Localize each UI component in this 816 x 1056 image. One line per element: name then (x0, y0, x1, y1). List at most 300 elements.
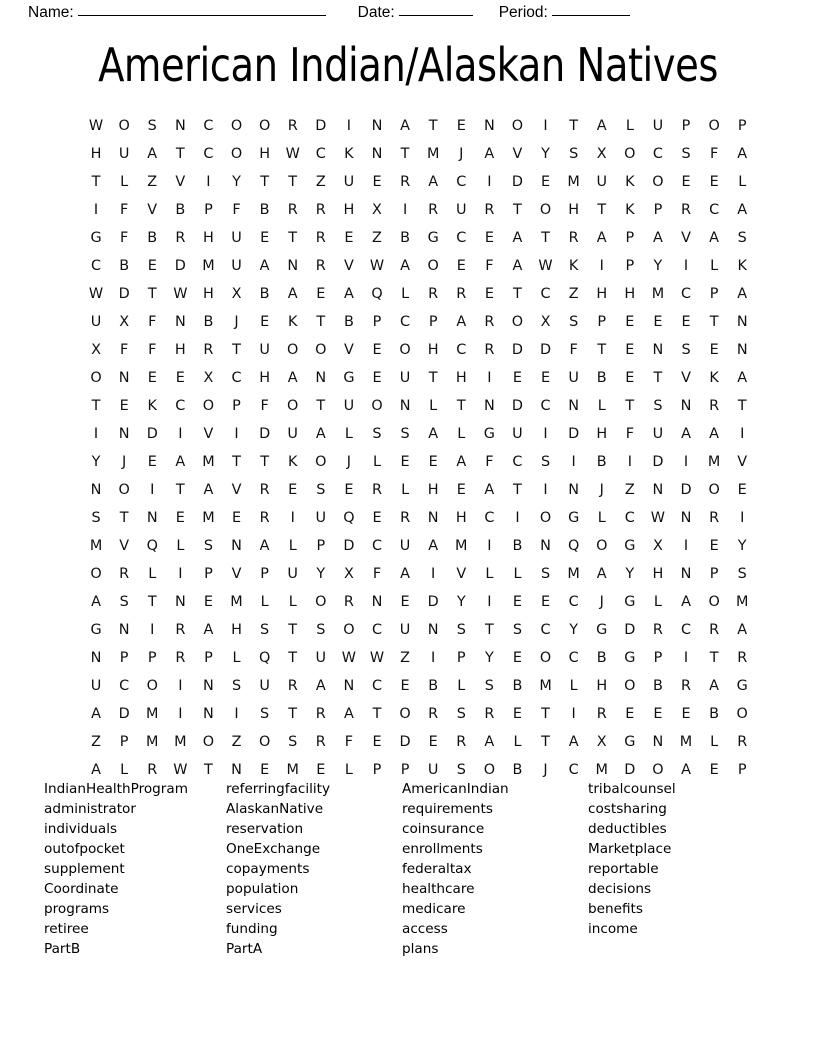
grid-letter[interactable]: E (625, 314, 635, 330)
grid-letter[interactable]: L (120, 174, 129, 190)
grid-letter[interactable]: G (624, 734, 636, 750)
grid-letter[interactable]: O (371, 398, 383, 414)
grid-letter[interactable]: S (316, 482, 326, 498)
grid-letter[interactable]: I (683, 538, 689, 554)
grid-letter[interactable]: S (260, 622, 270, 638)
grid-letter[interactable]: B (596, 370, 607, 386)
grid-letter[interactable]: L (653, 594, 662, 610)
grid-letter[interactable]: T (709, 314, 719, 330)
grid-letter[interactable]: C (540, 622, 551, 638)
grid-letter[interactable]: I (515, 510, 520, 526)
grid-letter[interactable]: D (624, 762, 636, 778)
grid-letter[interactable]: L (513, 734, 522, 750)
grid-letter[interactable]: I (740, 510, 745, 526)
grid-letter[interactable]: U (287, 426, 298, 442)
grid-letter[interactable]: E (400, 678, 410, 694)
grid-letter[interactable]: S (681, 342, 691, 358)
grid-letter[interactable]: T (484, 622, 494, 638)
grid-letter[interactable]: N (540, 538, 551, 554)
grid-letter[interactable]: U (596, 174, 607, 190)
grid-letter[interactable]: A (287, 286, 298, 302)
grid-letter[interactable]: D (568, 426, 580, 442)
grid-letter[interactable]: B (119, 258, 130, 274)
grid-letter[interactable]: O (230, 118, 243, 134)
grid-letter[interactable]: O (708, 482, 720, 498)
grid-letter[interactable]: S (91, 510, 101, 526)
grid-letter[interactable]: Y (653, 258, 663, 274)
grid-letter[interactable]: A (596, 118, 607, 134)
grid-letter[interactable]: E (372, 174, 382, 190)
grid-letter[interactable]: P (681, 118, 691, 134)
word-list-item[interactable]: access (402, 921, 448, 937)
grid-letter[interactable]: X (119, 314, 130, 330)
grid-letter[interactable]: L (176, 538, 185, 554)
grid-letter[interactable]: A (400, 566, 410, 582)
grid-letter[interactable]: H (596, 426, 608, 442)
word-list-item[interactable]: healthcare (402, 881, 475, 897)
grid-letter[interactable]: E (709, 538, 719, 554)
grid-letter[interactable]: P (709, 286, 719, 302)
word-list-item[interactable]: requirements (402, 801, 493, 817)
grid-letter[interactable]: Y (316, 566, 326, 582)
grid-letter[interactable]: A (259, 538, 270, 554)
grid-letter[interactable]: H (259, 370, 271, 386)
grid-letter[interactable]: B (512, 538, 523, 554)
grid-letter[interactable]: F (232, 202, 241, 218)
grid-letter[interactable]: A (737, 202, 748, 218)
grid-letter[interactable]: T (428, 118, 438, 134)
grid-letter[interactable]: D (315, 118, 327, 134)
grid-letter[interactable]: S (231, 678, 242, 694)
grid-letter[interactable]: C (568, 762, 579, 778)
grid-letter[interactable]: E (344, 230, 354, 246)
grid-letter[interactable]: A (652, 230, 663, 246)
grid-letter[interactable]: M (202, 258, 215, 274)
grid-letter[interactable]: S (569, 146, 579, 162)
grid-letter[interactable]: R (259, 510, 270, 526)
grid-letter[interactable]: X (231, 286, 242, 302)
word-list-item[interactable]: funding (226, 921, 278, 937)
grid-letter[interactable]: F (485, 454, 494, 470)
grid-letter[interactable]: C (371, 678, 383, 694)
grid-letter[interactable]: T (232, 342, 241, 358)
grid-letter[interactable]: O (287, 398, 299, 414)
grid-letter[interactable]: Y (91, 454, 101, 470)
grid-letter[interactable]: E (737, 482, 747, 498)
grid-letter[interactable]: A (175, 454, 186, 470)
grid-letter[interactable]: V (147, 202, 158, 218)
grid-letter[interactable]: J (122, 454, 127, 470)
grid-letter[interactable]: N (652, 734, 664, 750)
grid-letter[interactable]: P (316, 538, 326, 554)
grid-letter[interactable]: O (652, 762, 664, 778)
grid-letter[interactable]: C (456, 174, 467, 190)
grid-letter[interactable]: H (343, 202, 355, 218)
grid-letter[interactable]: L (625, 118, 634, 134)
grid-letter[interactable]: S (400, 426, 410, 442)
grid-letter[interactable]: O (539, 650, 552, 666)
grid-letter[interactable]: E (512, 594, 522, 610)
grid-letter[interactable]: F (625, 426, 634, 442)
grid-letter[interactable]: A (456, 314, 467, 330)
grid-letter[interactable]: E (625, 342, 635, 358)
grid-letter[interactable]: J (234, 314, 239, 330)
grid-letter[interactable]: N (736, 342, 748, 358)
grid-letter[interactable]: E (484, 230, 494, 246)
grid-letter[interactable]: X (652, 538, 663, 554)
grid-letter[interactable]: U (399, 370, 411, 386)
grid-letter[interactable]: T (737, 398, 747, 414)
grid-letter[interactable]: L (120, 762, 129, 778)
grid-letter[interactable]: W (538, 258, 553, 274)
name-write-line[interactable] (78, 15, 326, 16)
grid-letter[interactable]: H (596, 678, 608, 694)
word-list-item[interactable]: OneExchange (226, 841, 321, 857)
grid-letter[interactable]: I (346, 118, 352, 134)
grid-letter[interactable]: E (119, 398, 129, 414)
grid-letter[interactable]: A (681, 762, 691, 778)
grid-letter[interactable]: R (315, 230, 326, 246)
grid-letter[interactable]: M (595, 762, 608, 778)
word-list-item[interactable]: population (226, 881, 299, 897)
grid-letter[interactable]: G (624, 538, 636, 554)
grid-letter[interactable]: B (596, 650, 607, 666)
word-list-item[interactable]: PartA (226, 941, 263, 957)
grid-letter[interactable]: O (736, 706, 748, 722)
grid-letter[interactable]: Q (146, 538, 158, 554)
grid-letter[interactable]: C (91, 258, 102, 274)
word-list-item[interactable]: individuals (44, 821, 118, 837)
grid-letter[interactable]: R (400, 510, 411, 526)
grid-letter[interactable]: B (512, 762, 523, 778)
grid-letter[interactable]: N (118, 370, 130, 386)
grid-letter[interactable]: P (119, 734, 129, 750)
grid-letter[interactable]: N (371, 118, 383, 134)
grid-letter[interactable]: A (681, 594, 691, 610)
grid-letter[interactable]: E (709, 762, 719, 778)
grid-letter[interactable]: I (487, 538, 492, 554)
word-list-item[interactable]: income (588, 921, 638, 937)
grid-letter[interactable]: I (599, 258, 604, 274)
grid-letter[interactable]: M (567, 566, 580, 582)
grid-letter[interactable]: L (710, 258, 719, 274)
grid-letter[interactable]: M (174, 734, 187, 750)
grid-letter[interactable]: S (456, 622, 466, 638)
grid-letter[interactable]: T (316, 398, 326, 414)
grid-letter[interactable]: C (568, 650, 579, 666)
grid-letter[interactable]: O (399, 706, 411, 722)
grid-letter[interactable]: U (512, 426, 523, 442)
grid-letter[interactable]: T (91, 174, 101, 190)
grid-letter[interactable]: A (709, 426, 720, 442)
grid-letter[interactable]: W (369, 258, 385, 274)
grid-letter[interactable]: U (399, 622, 411, 638)
grid-letter[interactable]: H (596, 286, 608, 302)
grid-letter[interactable]: N (680, 398, 692, 414)
grid-letter[interactable]: T (260, 454, 269, 470)
grid-letter[interactable]: K (625, 202, 635, 218)
grid-letter[interactable]: T (175, 146, 185, 162)
grid-letter[interactable]: R (147, 762, 158, 778)
grid-letter[interactable]: M (230, 594, 243, 610)
grid-letter[interactable]: S (147, 118, 157, 134)
grid-letter[interactable]: R (737, 734, 748, 750)
word-list-item[interactable]: programs (44, 901, 110, 917)
grid-letter[interactable]: E (428, 734, 438, 750)
grid-letter[interactable]: L (710, 734, 719, 750)
grid-letter[interactable]: T (119, 510, 129, 526)
grid-letter[interactable]: D (540, 342, 552, 358)
grid-letter[interactable]: U (455, 202, 467, 218)
grid-letter[interactable]: U (652, 118, 664, 134)
grid-letter[interactable]: B (400, 230, 411, 246)
grid-letter[interactable]: I (178, 426, 183, 442)
grid-letter[interactable]: P (737, 762, 747, 778)
grid-letter[interactable]: E (288, 482, 298, 498)
grid-letter[interactable]: T (204, 762, 213, 778)
grid-letter[interactable]: X (372, 202, 382, 218)
grid-letter[interactable]: V (681, 230, 691, 246)
word-list-item[interactable]: retiree (44, 921, 89, 937)
grid-letter[interactable]: L (232, 650, 241, 666)
grid-letter[interactable]: I (431, 650, 436, 666)
grid-letter[interactable]: G (90, 230, 102, 246)
grid-letter[interactable]: X (91, 342, 101, 358)
grid-letter[interactable]: X (343, 566, 354, 582)
grid-letter[interactable]: N (399, 398, 411, 414)
grid-letter[interactable]: C (512, 454, 523, 470)
grid-letter[interactable]: N (483, 398, 495, 414)
grid-letter[interactable]: A (512, 258, 523, 274)
grid-letter[interactable]: T (513, 202, 522, 218)
grid-letter[interactable]: T (541, 734, 550, 750)
grid-letter[interactable]: E (260, 314, 270, 330)
grid-letter[interactable]: T (541, 230, 550, 246)
grid-letter[interactable]: E (400, 594, 410, 610)
grid-letter[interactable]: I (150, 622, 155, 638)
grid-letter[interactable]: J (599, 594, 604, 610)
grid-letter[interactable]: O (483, 762, 496, 778)
grid-letter[interactable]: O (708, 594, 720, 610)
grid-letter[interactable]: U (315, 510, 327, 526)
grid-letter[interactable]: D (146, 426, 158, 442)
word-list-item[interactable]: coinsurance (402, 821, 485, 837)
grid-letter[interactable]: L (344, 762, 353, 778)
grid-letter[interactable]: S (540, 566, 551, 582)
grid-letter[interactable]: Y (484, 650, 494, 666)
grid-letter[interactable]: A (737, 622, 748, 638)
grid-letter[interactable]: C (624, 510, 635, 526)
grid-letter[interactable]: A (484, 146, 495, 162)
grid-letter[interactable]: R (259, 482, 270, 498)
grid-letter[interactable]: I (402, 202, 408, 218)
grid-letter[interactable]: B (259, 286, 270, 302)
date-write-line[interactable] (399, 15, 473, 16)
grid-letter[interactable]: M (651, 286, 665, 302)
grid-letter[interactable]: K (287, 314, 298, 330)
grid-letter[interactable]: P (625, 258, 635, 274)
grid-letter[interactable]: U (231, 230, 242, 246)
grid-letter[interactable]: H (568, 202, 580, 218)
grid-letter[interactable]: F (569, 342, 578, 358)
grid-letter[interactable]: N (680, 510, 692, 526)
grid-letter[interactable]: T (288, 706, 298, 722)
grid-letter[interactable]: T (316, 314, 326, 330)
grid-letter[interactable]: E (147, 370, 157, 386)
grid-letter[interactable]: N (652, 342, 664, 358)
word-list-item[interactable]: deductibles (588, 821, 667, 837)
grid-letter[interactable]: T (91, 398, 101, 414)
grid-letter[interactable]: R (484, 202, 495, 218)
grid-letter[interactable]: K (625, 174, 635, 190)
grid-letter[interactable]: E (709, 174, 719, 190)
word-list-item[interactable]: services (226, 901, 282, 917)
grid-letter[interactable]: N (483, 118, 495, 134)
grid-letter[interactable]: A (737, 146, 748, 162)
grid-letter[interactable]: L (457, 426, 466, 442)
grid-letter[interactable]: B (512, 678, 523, 694)
grid-letter[interactable]: L (569, 678, 578, 694)
word-list-item[interactable]: Marketplace (588, 841, 672, 857)
grid-letter[interactable]: I (683, 258, 689, 274)
grid-letter[interactable]: B (259, 202, 270, 218)
grid-letter[interactable]: S (540, 454, 551, 470)
grid-letter[interactable]: H (624, 286, 636, 302)
grid-letter[interactable]: Z (568, 286, 579, 302)
grid-letter[interactable]: O (202, 734, 215, 750)
grid-letter[interactable]: H (427, 342, 439, 358)
grid-letter[interactable]: V (119, 538, 130, 554)
grid-letter[interactable]: T (147, 286, 157, 302)
grid-letter[interactable]: E (456, 258, 466, 274)
grid-letter[interactable]: F (485, 258, 494, 274)
grid-letter[interactable]: E (372, 734, 382, 750)
grid-letter[interactable]: N (90, 650, 102, 666)
grid-letter[interactable]: S (484, 678, 494, 694)
grid-letter[interactable]: O (708, 118, 720, 134)
grid-letter[interactable]: N (371, 594, 383, 610)
grid-letter[interactable]: S (119, 594, 129, 610)
grid-letter[interactable]: N (680, 566, 692, 582)
grid-letter[interactable]: L (288, 594, 297, 610)
grid-letter[interactable]: X (596, 734, 607, 750)
grid-letter[interactable]: W (88, 118, 104, 134)
grid-letter[interactable]: J (599, 482, 604, 498)
grid-letter[interactable]: L (401, 482, 410, 498)
grid-letter[interactable]: U (343, 174, 355, 190)
grid-letter[interactable]: C (456, 230, 467, 246)
word-list-item[interactable]: benefits (588, 901, 643, 917)
grid-letter[interactable]: Z (147, 174, 158, 190)
grid-letter[interactable]: Q (371, 286, 383, 302)
grid-letter[interactable]: L (738, 174, 747, 190)
word-list-item[interactable]: medicare (402, 901, 466, 917)
grid-letter[interactable]: N (652, 482, 664, 498)
grid-letter[interactable]: P (372, 314, 382, 330)
grid-letter[interactable]: E (175, 510, 185, 526)
grid-letter[interactable]: A (709, 678, 720, 694)
grid-letter[interactable]: U (90, 678, 102, 694)
grid-letter[interactable]: O (624, 678, 636, 694)
grid-letter[interactable]: E (625, 370, 635, 386)
grid-letter[interactable]: O (118, 482, 130, 498)
grid-letter[interactable]: S (737, 566, 747, 582)
grid-letter[interactable]: C (680, 622, 692, 638)
grid-letter[interactable]: N (174, 118, 186, 134)
grid-letter[interactable]: A (512, 230, 523, 246)
grid-letter[interactable]: E (147, 258, 157, 274)
grid-letter[interactable]: E (512, 370, 522, 386)
grid-letter[interactable]: Y (541, 146, 550, 162)
grid-letter[interactable]: H (652, 566, 664, 582)
grid-letter[interactable]: B (203, 314, 214, 330)
grid-letter[interactable]: A (681, 426, 691, 442)
grid-letter[interactable]: O (315, 454, 327, 470)
grid-letter[interactable]: T (653, 370, 663, 386)
grid-letter[interactable]: D (652, 454, 664, 470)
grid-letter[interactable]: A (91, 594, 101, 610)
grid-letter[interactable]: D (174, 258, 186, 274)
grid-letter[interactable]: C (568, 594, 579, 610)
grid-letter[interactable]: E (541, 174, 551, 190)
grid-letter[interactable]: P (597, 314, 607, 330)
grid-letter[interactable]: A (737, 370, 748, 386)
grid-letter[interactable]: I (290, 510, 295, 526)
grid-letter[interactable]: S (203, 538, 213, 554)
grid-letter[interactable]: R (681, 202, 692, 218)
grid-letter[interactable]: R (596, 706, 607, 722)
grid-letter[interactable]: U (90, 314, 102, 330)
grid-letter[interactable]: O (258, 734, 271, 750)
grid-letter[interactable]: E (512, 650, 522, 666)
grid-letter[interactable]: W (369, 650, 385, 666)
grid-letter[interactable]: H (427, 482, 439, 498)
grid-letter[interactable]: R (568, 230, 579, 246)
grid-letter[interactable]: A (400, 258, 410, 274)
grid-letter[interactable]: D (118, 286, 130, 302)
grid-letter[interactable]: E (175, 370, 185, 386)
grid-letter[interactable]: F (148, 314, 157, 330)
grid-letter[interactable]: B (147, 230, 158, 246)
grid-letter[interactable]: E (316, 762, 326, 778)
grid-letter[interactable]: E (681, 174, 691, 190)
grid-letter[interactable]: O (90, 566, 102, 582)
grid-letter[interactable]: E (681, 706, 691, 722)
grid-letter[interactable]: U (231, 258, 242, 274)
grid-letter[interactable]: U (343, 398, 355, 414)
grid-letter[interactable]: G (624, 594, 636, 610)
grid-letter[interactable]: D (624, 622, 636, 638)
grid-letter[interactable]: A (596, 566, 607, 582)
grid-letter[interactable]: T (260, 174, 269, 190)
word-search-grid[interactable] (82, 112, 749, 784)
grid-letter[interactable]: R (287, 678, 298, 694)
grid-letter[interactable]: S (737, 230, 747, 246)
grid-letter[interactable]: V (231, 482, 242, 498)
grid-letter[interactable]: G (624, 650, 636, 666)
grid-letter[interactable]: P (400, 762, 410, 778)
grid-letter[interactable]: L (288, 538, 297, 554)
grid-letter[interactable]: A (428, 426, 439, 442)
period-write-line[interactable] (552, 15, 630, 16)
grid-letter[interactable]: N (146, 510, 158, 526)
grid-letter[interactable]: L (597, 510, 606, 526)
grid-letter[interactable]: G (736, 678, 748, 694)
grid-letter[interactable]: S (316, 622, 326, 638)
grid-letter[interactable]: V (175, 174, 186, 190)
grid-letter[interactable]: I (234, 706, 239, 722)
grid-letter[interactable]: V (456, 566, 467, 582)
